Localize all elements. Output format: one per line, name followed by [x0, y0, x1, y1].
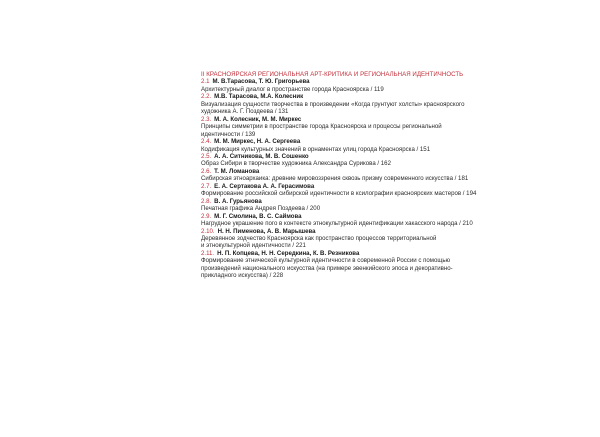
toc-entry-head — [201, 138, 519, 145]
entry-number: 2.10. — [201, 227, 215, 235]
entry-number: 2.1 — [201, 78, 210, 86]
entry-title: и этнокультурной идентичности / 221 — [201, 242, 306, 250]
entry-authors: В. А. Гурьянова — [214, 197, 262, 205]
entry-title: Кодификация культурных значений в орнаментах улиц города Красноярска / 151 — [201, 145, 431, 153]
toc-entry-head — [201, 250, 519, 257]
toc-entry-head — [201, 116, 519, 123]
entry-authors: Н. П. Копцева, Н. Н. Середкина, К. В. Резникова — [217, 249, 360, 257]
entry-authors: М. В.Тарасова, Т. Ю. Григорьева — [212, 78, 310, 86]
entry-number: 2.8. — [201, 197, 212, 205]
entry-authors: Е. А. Сертакова А. А. Герасимова — [214, 182, 315, 190]
entry-title: Визуализация сущности творчества в произведении «Когда грунтуют холсты» красноярского — [201, 100, 465, 108]
toc-entry-head — [201, 93, 519, 100]
entry-title: Образ Сибири в творчестве художника Александра Сурикова / 162 — [201, 160, 391, 168]
toc-entry — [201, 153, 519, 168]
toc-entry-head — [201, 78, 519, 85]
toc-entry-head — [201, 153, 519, 160]
toc-entry — [201, 138, 519, 153]
entry-number: 2.5. — [201, 152, 212, 160]
entry-title: идентичности / 139 — [201, 130, 256, 138]
entry-authors: М. Г. Смолина, В. С. Саймова — [214, 212, 302, 220]
toc-entry — [201, 78, 519, 93]
entry-title: произведений национального искусства (на примере эвенкийского эпоса и декоративно- — [201, 264, 453, 272]
entry-authors: Н. Н. Пименова, А. В. Марышева — [217, 227, 316, 235]
toc-entry — [201, 168, 519, 183]
entry-title: Формирование российской сибирской идентичности в ксилографии красноярских мастеров / 194 — [201, 190, 477, 198]
toc-entry-head — [201, 228, 519, 235]
toc-entry-head — [201, 168, 519, 175]
entry-title: Деревянное зодчество Красноярска как пространство процессов территориальной — [201, 234, 437, 242]
toc-entry — [201, 93, 519, 115]
toc-entry — [201, 250, 519, 280]
entry-authors: Т. М. Ломанова — [214, 167, 260, 175]
entry-title: Печатная графика Андрея Поздеева / 200 — [201, 205, 321, 213]
section-title: II КРАСНОЯРСКАЯ РЕГИОНАЛЬНАЯ АРТ-КРИТИКА И РЕГИОНАЛЬНАЯ ИДЕНТИЧНОСТЬ — [201, 71, 464, 78]
entry-number: 2.11. — [201, 249, 215, 257]
entry-number: 2.9. — [201, 212, 212, 220]
toc-entry — [201, 213, 519, 228]
entry-title: художника А. Г. Поздеева / 131 — [201, 108, 289, 116]
entry-authors: М.В. Тарасова, М.А. Колесник — [214, 93, 304, 101]
entry-number: 2.2. — [201, 93, 212, 101]
entry-number: 2.7. — [201, 182, 212, 190]
entry-title: Нагрудное украшение пого в контексте этнокультурной идентификации хакасского народа / 210 — [201, 220, 473, 228]
toc-entry-head — [201, 183, 519, 190]
entry-authors: М. М. Миркес, Н. А. Сергеева — [214, 138, 301, 146]
entry-authors: М. А. Колесник, М. М. Миркес — [214, 115, 302, 123]
entry-title: Архитектурный диалог в пространстве города Красноярска / 119 — [201, 85, 384, 93]
toc-entry-head — [201, 198, 519, 205]
toc-entry-head — [201, 213, 519, 220]
entry-authors: А. А. Ситникова, М. В. Сошенко — [214, 152, 309, 160]
toc-entry — [201, 116, 519, 138]
entry-title: прикладного искусства) / 228 — [201, 272, 284, 280]
entry-title: Сибирская этноархаика: древние мировоззрения сквозь призму современного искусства / 181 — [201, 175, 469, 183]
entry-title: Формирование этнической культурной идентичности в современной России с помощью — [201, 257, 451, 265]
entry-number: 2.6. — [201, 167, 212, 175]
entry-title: Принципы симметрии в пространстве города Красноярска и процессы региональной — [201, 123, 442, 131]
entry-number: 2.4. — [201, 138, 212, 146]
toc-entry — [201, 228, 519, 250]
entry-number: 2.3. — [201, 115, 212, 123]
toc-entry — [201, 198, 519, 213]
toc-entry — [201, 183, 519, 198]
table-of-contents — [201, 71, 519, 280]
